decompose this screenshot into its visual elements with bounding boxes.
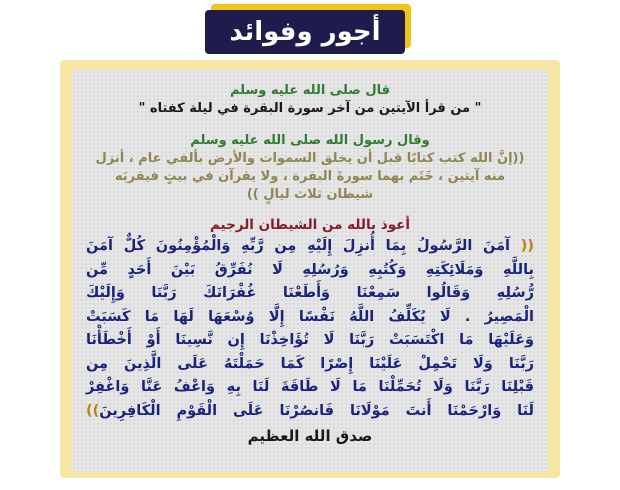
verse-line-7: قَبْلِنَا رَبَّنَا وَلَا تُحَمِّلْنَا مَا لَا طَاقَةَ لَنَا بِهِ وَاعْفُ عَنَّا وَاغْفِرْ bbox=[86, 379, 534, 395]
banner-title: أجور وفوائد bbox=[229, 17, 381, 47]
verse-line-1 bbox=[86, 235, 534, 259]
verse-line-8 bbox=[86, 400, 534, 424]
title-banner bbox=[205, 10, 405, 54]
verse-line-6: رَبَّنَا وَلَا تَحْمِلْ عَلَيْنَا إِصْرًا كَمَا حَمَلْتَهُ عَلَى الَّذِينَ مِن bbox=[86, 355, 534, 372]
spacer bbox=[86, 204, 534, 216]
hadith2-line-1: ((إنَّ الله كتب كتابًا قبل أن يخلق السموات والأرض بألفي عام ، أنزل bbox=[95, 151, 525, 166]
verse-close-bracket: )) bbox=[86, 402, 100, 419]
hadith2-line-3: شيطان ثلاث ليالٍ )) bbox=[246, 187, 374, 202]
verse-line-4: الْمَصِيرُ . لَا يُكَلِّفُ اللَّهُ نَفْسًا إِلَّا وُسْعَهَا لَهَا مَا كَسَبَتْ bbox=[86, 308, 534, 325]
verse-intro: أعوذ بالله من الشيطان الرجيم bbox=[209, 217, 411, 233]
verse-open-bracket: (( bbox=[520, 238, 534, 254]
hadith1-intro: قال صلى الله عليه وسلم bbox=[229, 83, 391, 98]
spacer bbox=[86, 118, 534, 132]
verse-line-text: آمَنَ الرَّسُولُ بِمَا أُنزِلَ إِلَيْهِ مِن رَّبِّهِ وَالْمُؤْمِنُونَ كُلٌّ آمَنَ bbox=[86, 238, 511, 254]
verse-line-2: بِاللَّهِ وَمَلَائِكَتِهِ وَكُتُبِهِ وَرُسُلِهِ لَا نُفَرِّقُ بَيْنَ أَحَدٍ مِّن bbox=[86, 261, 534, 278]
verse-line-5: وَعَلَيْهَا مَا اكْتَسَبَتْ رَبَّنَا لَا تُؤَاخِذْنَا إِن نَّسِينَا أَوْ أَخْطَأْنَا bbox=[86, 332, 534, 348]
hadith2-line-2: منه آيتين ، خَتَم بهما سورةَ البقرة ، ولا يقرآن في بيتٍ فيقربَه bbox=[114, 169, 506, 184]
verse-line-3: رُّسُلِهِ وَقَالُوا سَمِعْنَا وَأَطَعْنَا غُفْرَانَكَ رَبَّنَا وَإِلَيْكَ bbox=[86, 285, 534, 301]
content-panel bbox=[72, 70, 548, 472]
hadith1-text: " من قرأ الآيتين من آخر سورة البقرة في ليلة كفتاه " bbox=[138, 101, 482, 116]
verse-line-text: لَنَا وَارْحَمْنَا أَنتَ مَوْلَانَا فَانصُرْنَا عَلَى الْقَوْمِ الْكَافِرِينَ bbox=[99, 402, 534, 419]
verse-ending: صدق الله العظيم bbox=[247, 427, 373, 445]
hadith2-intro: وقال رسول الله صلى الله عليه وسلم bbox=[190, 133, 430, 148]
